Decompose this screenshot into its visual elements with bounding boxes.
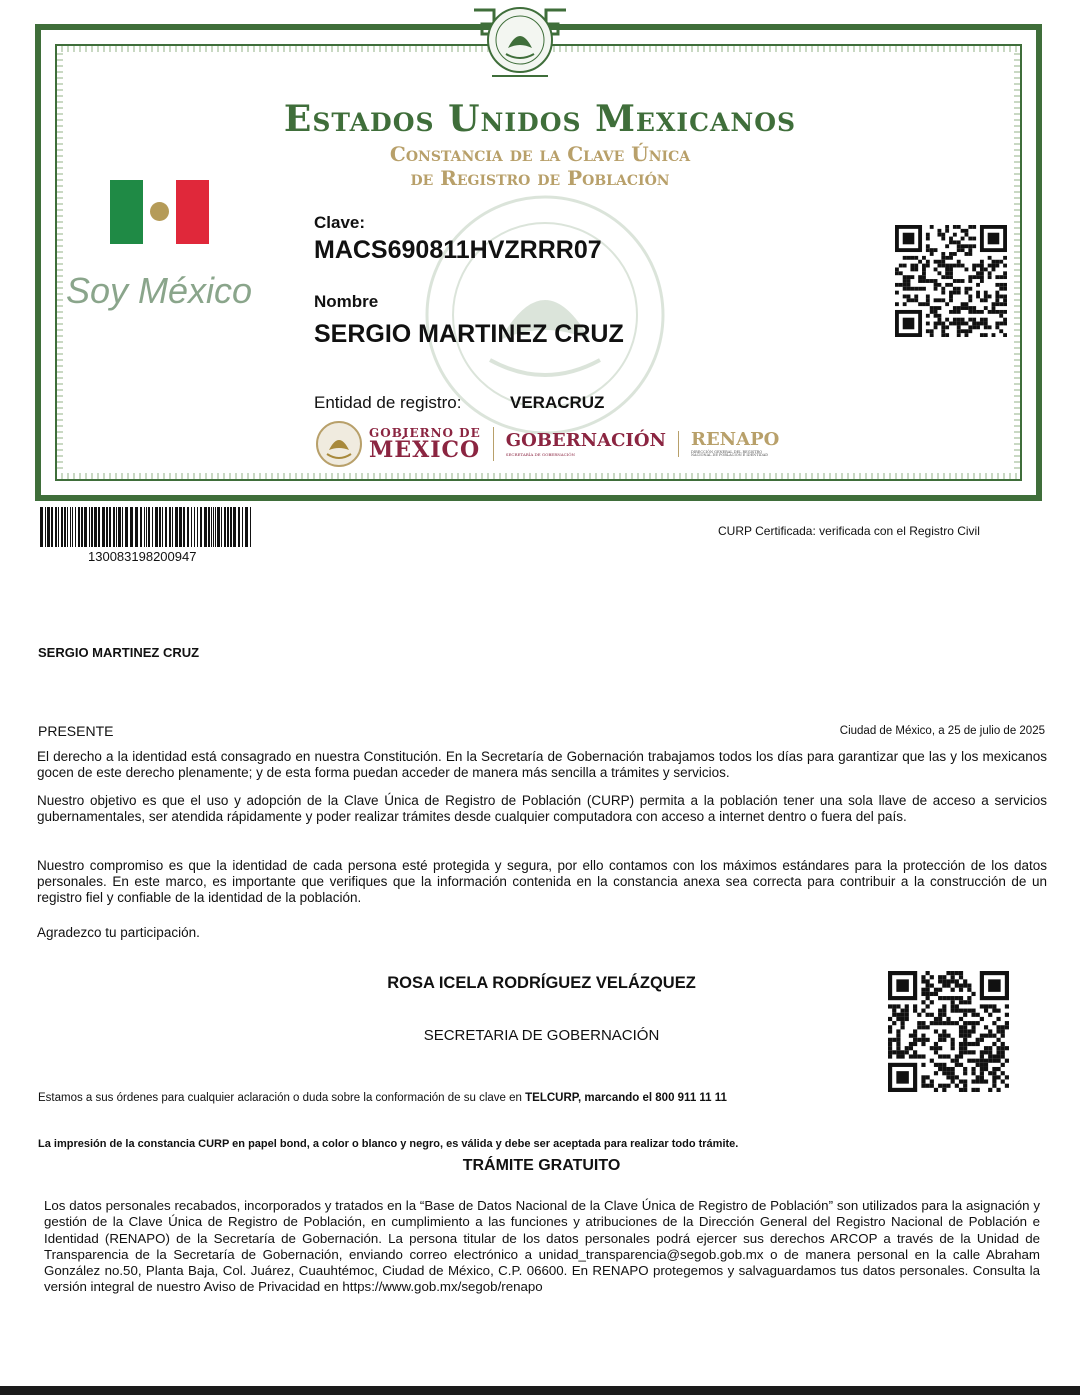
logo-gobierno-line2: MÉXICO: [369, 437, 481, 463]
slogan-text: Soy México: [66, 270, 253, 311]
gobierno-seal-icon: [315, 420, 363, 468]
entidad-value: VERACRUZ: [510, 393, 605, 412]
national-seal-icon: [472, 4, 568, 82]
logo-gobernacion-text: GOBERNACIÓN: [505, 429, 666, 451]
logo-gobernacion-sub: SECRETARÍA DE GOBERNACIÓN: [505, 451, 576, 457]
certificate-subtitle-line1: Constancia de la Clave Única: [389, 142, 691, 166]
logo-renapo-sub: DIRECCIÓN GENERAL DEL REGISTRO NACIONAL DE POBLACIÓN E IDENTIDAD: [690, 449, 769, 457]
barcode-number: 130083198200947: [88, 549, 197, 564]
free-procedure-label: TRÁMITE GRATUITO: [462, 1157, 621, 1174]
certified-note: CURP Certificada: verificada con el Registro Civil: [718, 524, 980, 538]
contact-line: [38, 1092, 727, 1104]
validity-note: La impresión de la constancia CURP en papel bond, a color o blanco y negro, es válida y debe ser aceptada para realizar todo trámite.: [38, 1138, 739, 1150]
mexico-flag-icon: [110, 180, 209, 244]
qr-code-icon: [888, 971, 1009, 1092]
logo-renapo-text: RENAPO: [690, 428, 780, 450]
letter-thanks: Agradezco tu participación.: [37, 925, 200, 940]
letter-paragraph-3: Nuestro compromiso es que la identidad de cada persona esté protegida y segura, por ello contamos con los máximos estándares para la protección de los datos personales. En este marco, es importante que verifiques que la información contenida en la constancia anexa sea correcta para contribuir a la construcción de un registro fiel y confiable de la identidad de la población.: [37, 858, 1047, 905]
contact-phone: TELCURP, marcando el 800 911 11 11: [525, 1092, 727, 1104]
letter-date: Ciudad de México, a 25 de julio de 2025: [839, 725, 1045, 737]
signer-title: SECRETARIA DE GOBERNACIÓN: [423, 1027, 660, 1044]
entidad-label: Entidad de registro:: [314, 393, 462, 412]
recipient-name: SERGIO MARTINEZ CRUZ: [38, 645, 200, 660]
logo-divider: [678, 431, 679, 457]
logo-gobernacion: [505, 429, 666, 457]
privacy-notice: Los datos personales recabados, incorporados y tratados en la “Base de Datos Nacional de la Clave Única de Registro de Población” son utilizados para la asignación y gestión de la Clave Única de Registro de Población, en cumplimiento a las funciones y atribuciones de la Dirección General del Registro Nacional de Población e Identidad (RENAPO) de la Secretaría de Gobernación. La persona titular de los datos personales podrá ejercer sus derechos ARCOP a través de la Unidad de Transparencia de la Secretaría de Gobernación, enviando correo electrónico a unidad_transparencia@segob.gob.mx o de manera personal en la calle Abraham González no.50, Planta Baja, Col. Juárez, Cuauhtémoc, Ciudad de México, C.P. 06600. En RENAPO protegemos y salvaguardamos tus datos personales. Consulta la versión integral de nuestro Aviso de Privacidad en https://www.gob.mx/segob/renapo: [44, 1198, 1040, 1295]
clave-value: MACS690811HVZRRR07: [314, 236, 602, 264]
page-bottom-edge: [0, 1386, 1080, 1395]
letter-paragraph-1: El derecho a la identidad está consagrado en nuestra Constitución. En la Secretaría de Gobernación trabajamos todos los días para garantizar que las y los mexicanos gocen de este derecho plenamente; y de esta forma puedan acceder de manera más sencilla a trámites y servicios.: [37, 749, 1047, 780]
logo-renapo: [690, 428, 781, 458]
barcode-icon: [40, 507, 252, 547]
government-logos: [315, 420, 781, 468]
certificate-title: Estados Unidos Mexicanos: [283, 98, 797, 140]
certificate-subtitle-line2: de Registro de Población: [410, 166, 670, 190]
signer-name: ROSA ICELA RODRÍGUEZ VELÁZQUEZ: [387, 974, 696, 992]
nombre-value: SERGIO MARTINEZ CRUZ: [314, 320, 624, 348]
letter-paragraph-2: Nuestro objetivo es que el uso y adopción de la Clave Única de Registro de Población (CURP) permita a la población tener una sola llave de acceso a servicios gubernamentales, ser atendida rápidamente y poder realizar trámites desde cualquier computadora con acceso a internet dentro o fuera del país.: [37, 793, 1047, 824]
logo-gobierno-mexico: [369, 427, 481, 461]
clave-label: Clave:: [314, 213, 366, 232]
qr-code-icon: [895, 225, 1007, 337]
nombre-label: Nombre: [314, 292, 379, 311]
contact-text: Estamos a sus órdenes para cualquier aclaración o duda sobre la conformación de su clave en: [38, 1092, 526, 1104]
logo-divider: [493, 427, 494, 461]
presente-label: PRESENTE: [38, 723, 114, 739]
logo-gobierno-line1: GOBIERNO DE: [369, 426, 481, 440]
